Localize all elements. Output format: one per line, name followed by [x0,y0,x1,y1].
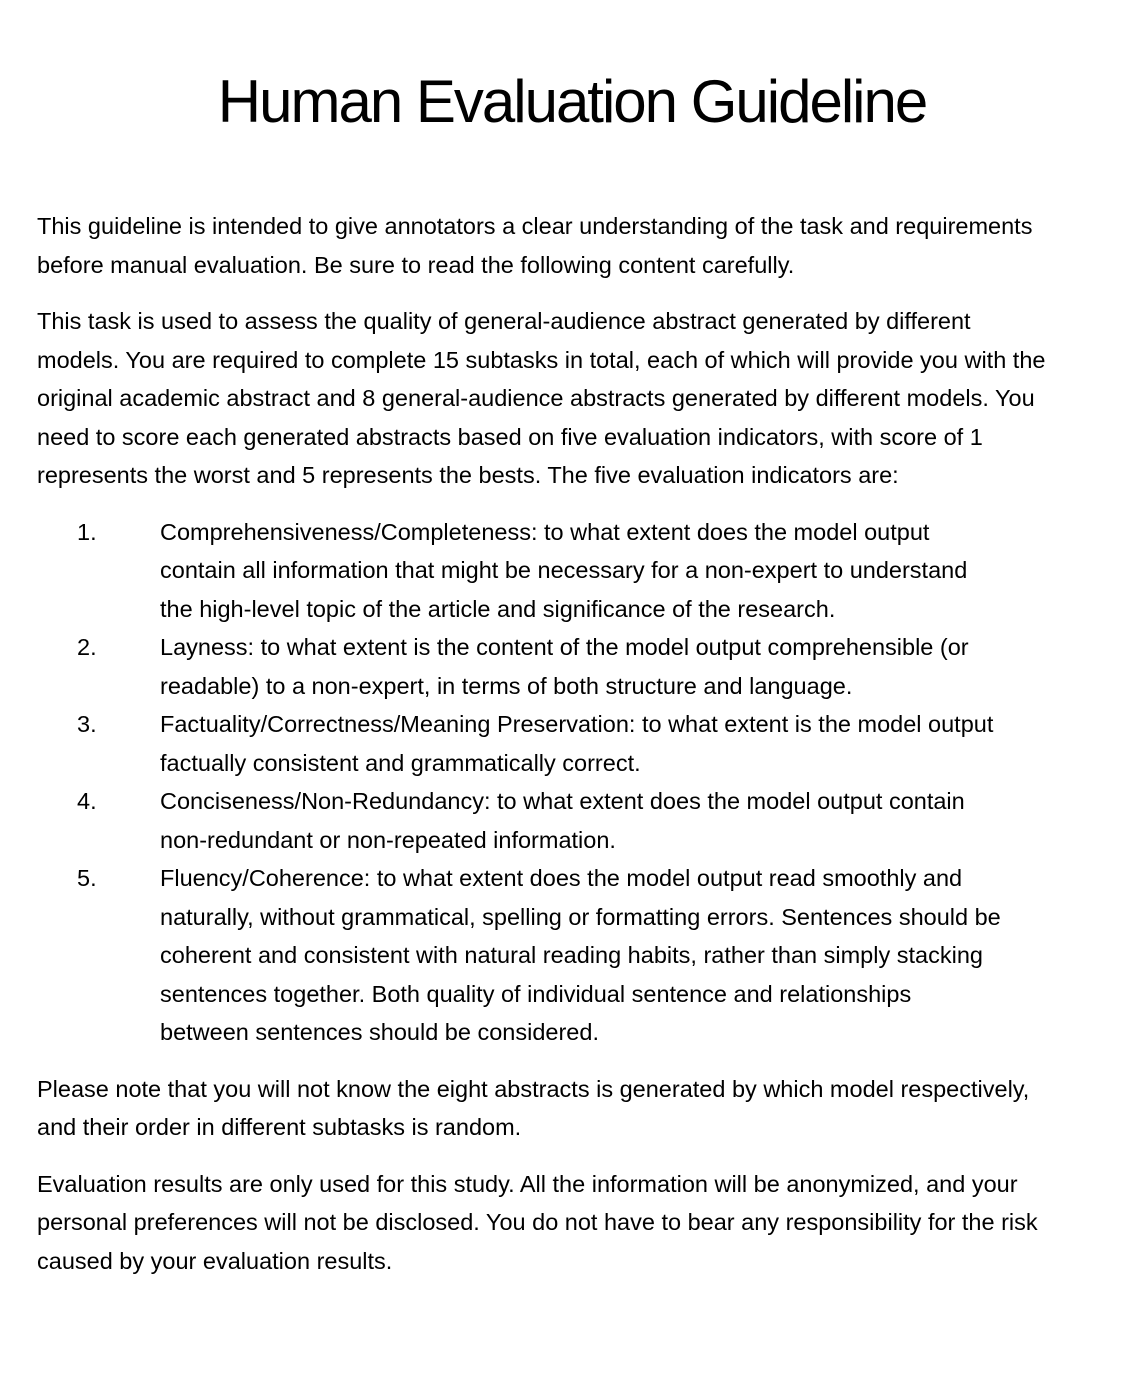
indicator-text: Comprehensiveness/Completeness: to what extent does the model output contain all information that might be necessary for a non-expert to understand the high-level topic of the article and significance of the research. [160,518,968,622]
evaluation-indicators-list [37,513,1057,1052]
indicator-number: 1. [77,518,97,545]
indicator-item-conciseness [37,782,1057,859]
indicator-item-factuality [37,705,1057,782]
document-title: Human Evaluation Guideline [217,68,927,135]
indicator-number: 5. [77,865,97,891]
indicator-item-layness [37,628,1057,705]
indicator-item-comprehensiveness [37,513,1057,629]
indicator-number: 2. [77,634,97,660]
indicator-text: Layness: to what extent is the content of the model output comprehensible (or readable) to a non-expert, in terms of both structure and language. [160,634,969,699]
anonymity-note-paragraph: Please note that you will not know the eight abstracts is generated by which model respectively, and their order in different subtasks is random. [37,1075,1030,1140]
indicator-number: 3. [77,711,97,737]
indicator-number: 4. [77,788,97,814]
indicator-item-fluency [37,859,1057,1052]
privacy-disclaimer-paragraph: Evaluation results are only used for this study. All the information will be anonymized, and your personal preferences will not be disclosed. You do not have to bear any responsibility for the risk caused by your evaluation results. [37,1170,1038,1274]
indicator-text: Conciseness/Non-Redundancy: to what extent does the model output contain non-redundant or non-repeated information. [160,788,965,853]
indicator-text: Factuality/Correctness/Meaning Preservation: to what extent is the model output factually consistent and grammatically correct. [160,711,994,776]
indicator-text: Fluency/Coherence: to what extent does the model output read smoothly and naturally, without grammatical, spelling or formatting errors. Sentences should be coherent and consistent with natural reading habits, rather than simply stacking sentences together. Both quality of individual sentence and relationships between sentences should be considered. [160,865,1001,1045]
task-overview-paragraph: This task is used to assess the quality of general-audience abstract generated by different models. You are required to complete 15 subtasks in total, each of which will provide you with the original academic abstract and 8 general-audience abstracts generated by different models. You need to score each generated abstracts based on five evaluation indicators, with score of 1 represents the worst and 5 represents the bests. The five evaluation indicators are: [37,308,1046,488]
intro-paragraph: This guideline is intended to give annotators a clear understanding of the task and requirements before manual evaluation. Be sure to read the following content carefully. [37,213,1033,278]
